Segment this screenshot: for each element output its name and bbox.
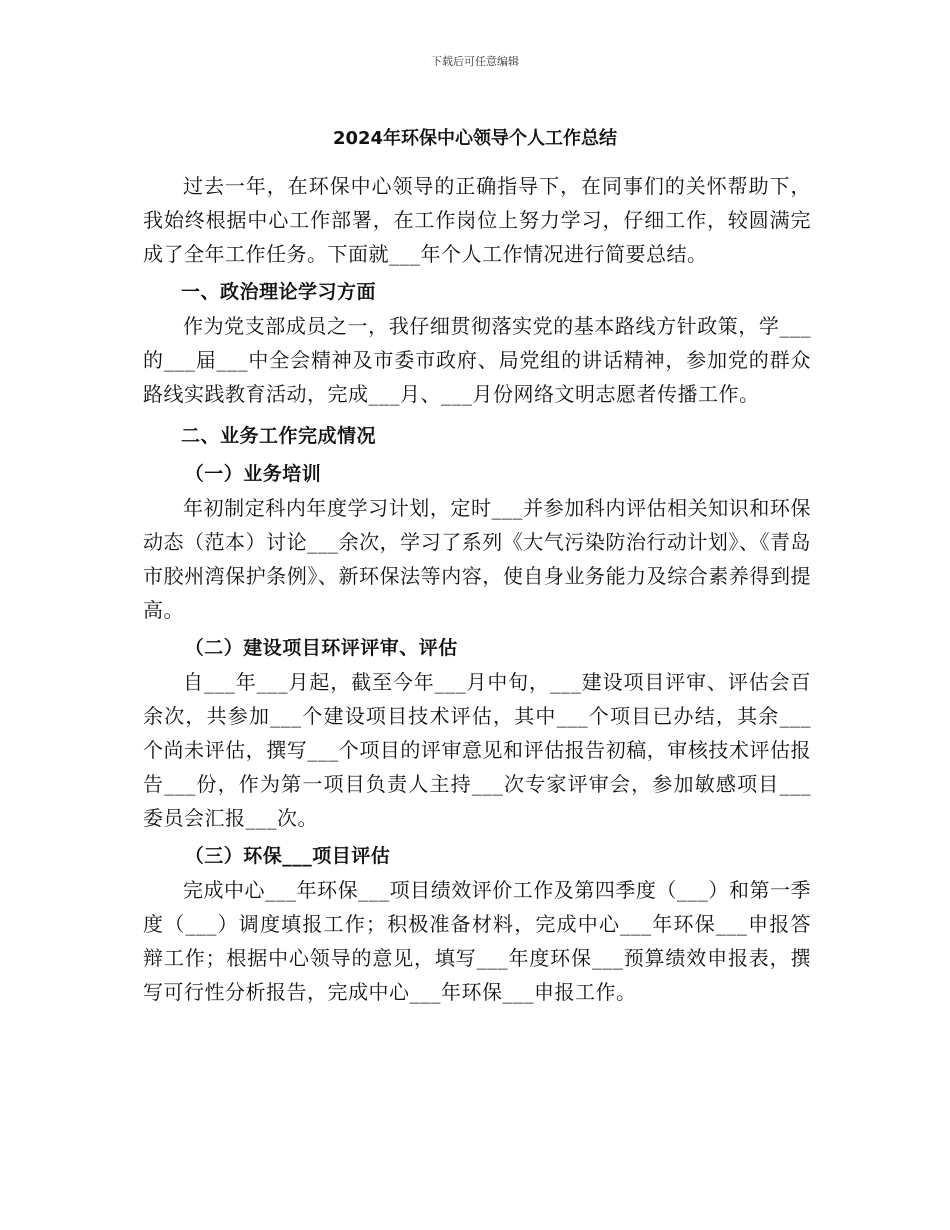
document-body [143, 169, 811, 1009]
section-2-heading: 二、业务工作完成情况 [181, 425, 377, 447]
intro-paragraph: 过去一年，在环保中心领导的正确指导下，在同事们的关怀帮助下，我始终根据中心工作部署，在工作岗位上努力学习，仔细工作，较圆满完成了全年工作任务。下面就___年个人工作情况进行简要总结。 [143, 174, 811, 266]
subsection-3-heading: （三）环保___项目评估 [184, 845, 391, 867]
document-title: 2024年环保中心领导个人工作总结 [332, 128, 618, 149]
subsection-3-paragraph: 完成中心___年环保___项目绩效评价工作及第四季度（___）和第一季度（___）调度填报工作；积极准备材料，完成中心___年环保___申报答辩工作；根据中心领导的意见，填写___年度环保___预算绩效申报表，撰写可行性分析报告，完成中心___年环保___申报工作。 [143, 878, 811, 1004]
subsection-1-heading: （一）业务培训 [184, 463, 322, 485]
subsection-2-paragraph: 自___年___月起，截至今年___月中旬，___建设项目评审、评估会百余次，共参加___个建设项目技术评估，其中___个项目已办结，其余___个尚未评估，撰写___个项目的评审意见和评估报告初稿，审核技术评估报告___份，作为第一项目负责人主持___次专家评审会，参加敏感项目___委员会汇报___次。 [143, 670, 811, 830]
section-1-heading: 一、政治理论学习方面 [181, 281, 377, 303]
subsection-1-paragraph: 年初制定科内年度学习计划，定时___并参加科内评估相关知识和环保动态（范本）讨论___余次，学习了系列《大气污染防治行动计划》、《青岛市胶州湾保护条例》、新环保法等内容，使自身业务能力及综合素养得到提高。 [143, 496, 811, 622]
subsection-2-heading: （二）建设项目环评评审、评估 [184, 637, 458, 659]
header-note: 下载后可任意编辑 [431, 55, 519, 68]
section-1-paragraph: 作为党支部成员之一，我仔细贯彻落实党的基本路线方针政策，学___的___届___中全会精神及市委市政府、局党组的讲话精神，参加党的群众路线实践教育活动，完成___月、___月份网络文明志愿者传播工作。 [143, 314, 811, 406]
